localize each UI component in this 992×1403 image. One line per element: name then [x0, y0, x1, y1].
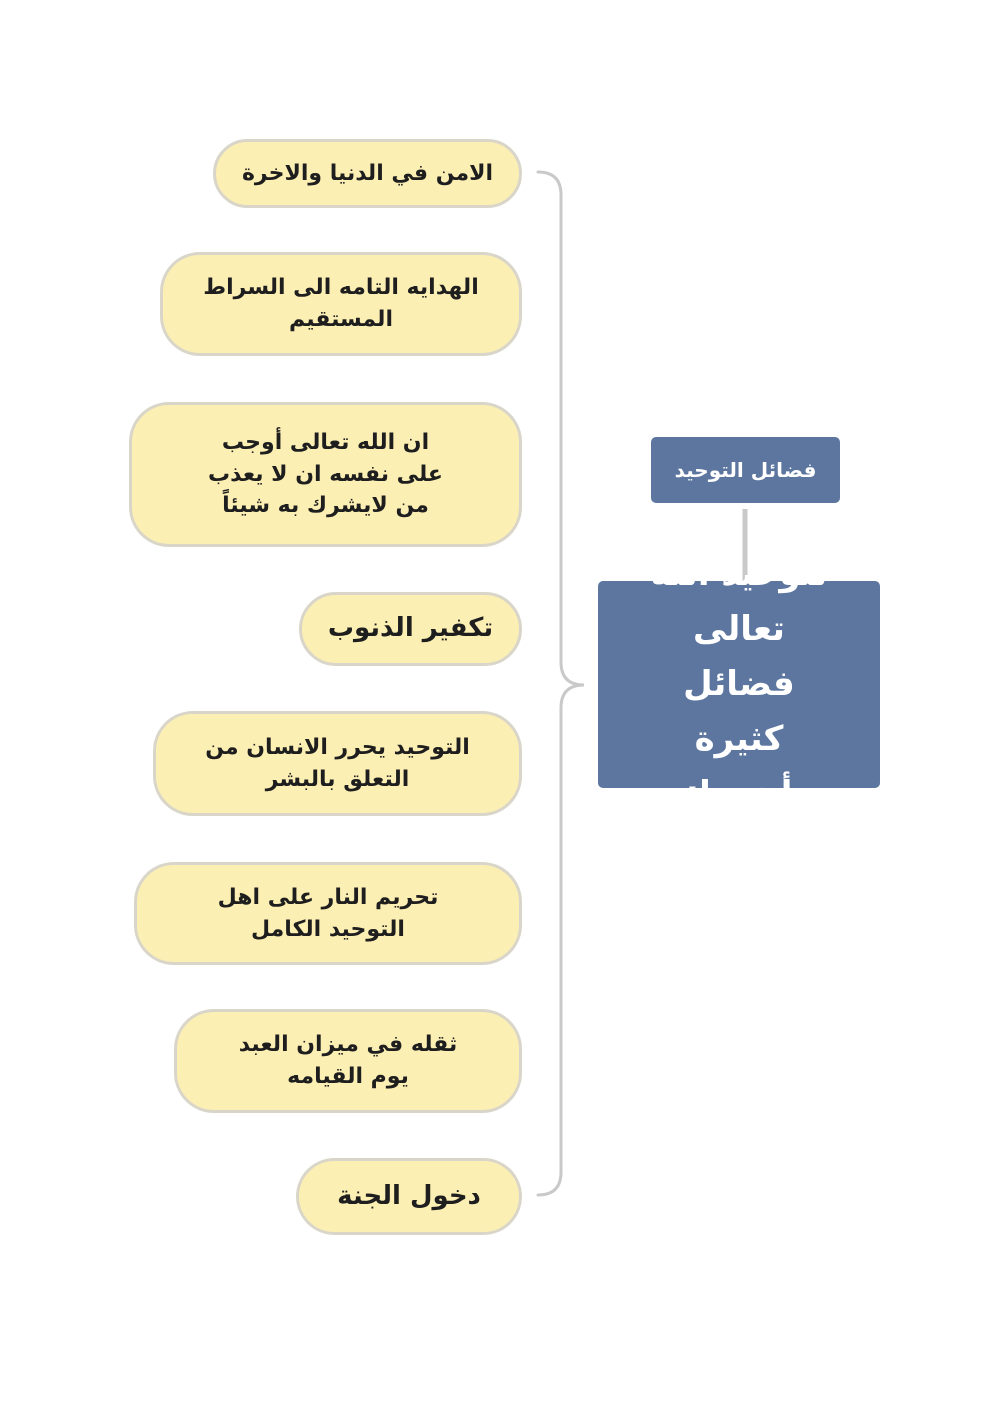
- branch-label: التوحيد يحرر الانسان من التعلق بالبشر: [205, 734, 470, 792]
- branch-label: ان الله تعالى أوجب على نفسه ان لا يعذب من لايشرك به شيئاً: [208, 429, 443, 519]
- branch-node-expiation: [299, 592, 522, 666]
- branch-label: دخول الجنة: [337, 1180, 481, 1211]
- branch-label: ثقله في ميزان العبد يوم القيامه: [238, 1032, 458, 1089]
- branch-node-paradise: [296, 1158, 522, 1235]
- branch-label: تكفير الذنوب: [327, 613, 494, 644]
- central-topic: لتوحيد الله تعالى فضائل كثيرة أهمها:: [650, 553, 828, 815]
- branch-node-scale-weight: [174, 1009, 522, 1113]
- branch-label: الهدايه التامه الى السراط المستقيم: [203, 275, 479, 332]
- branch-node-security: [213, 139, 522, 208]
- branch-node-guidance: [160, 252, 522, 356]
- branch-label: الامن في الدنيا والاخرة: [241, 160, 494, 186]
- central-topic-box: [598, 553, 880, 815]
- branch-label: تحريم النار على اهل التوحيد الكامل: [217, 884, 439, 942]
- branch-node-fire-forbidden: [134, 862, 522, 965]
- category-label-box: [651, 437, 840, 503]
- branch-node-no-punishment: [129, 402, 522, 547]
- branch-node-liberation: [153, 711, 522, 816]
- category-label: فضائل التوحيد: [674, 458, 817, 482]
